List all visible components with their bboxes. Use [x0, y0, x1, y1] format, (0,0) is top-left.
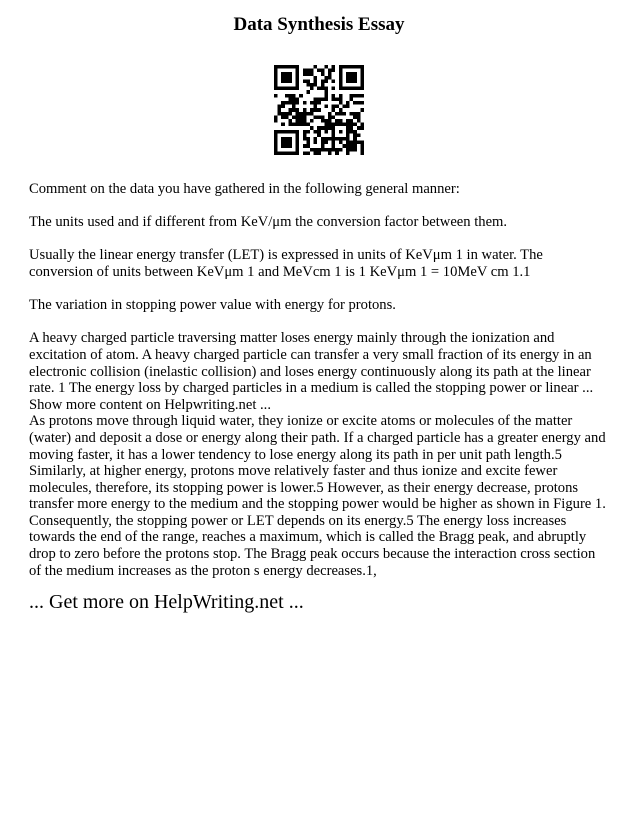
essay-body [29, 181, 610, 614]
paragraph-let: Usually the linear energy transfer (LET) is expressed in units of KeVμm 1 in water. The conversion of units between KeVμm 1 and MeVcm 1 is 1 KeVμm 1 = 10MeV cm 1.1 [29, 247, 543, 280]
paragraph-intro: Comment on the data you have gathered in the following general manner: [29, 181, 460, 197]
get-more-link[interactable]: ... Get more on HelpWriting.net ... [29, 591, 304, 614]
paragraph-variation: The variation in stopping power value with energy for protons. [29, 297, 396, 314]
document-title: Data Synthesis Essay [233, 14, 405, 35]
paragraph-units: The units used and if different from KeV/μm the conversion factor between them. [29, 214, 508, 231]
qr-code-icon [274, 64, 364, 156]
paragraph-heavy-particle: A heavy charged particle traversing matter loses energy mainly through the ionization and excitation of atom. A heavy charged particle can transfer a very small fraction of its energy in an electronic collision (inelastic collision) and loses energy continuously along its path at the linear rate. 1 The energy loss by charged particles in a medium is called the stopping power or linear ... Show more content on Helpwriting.net ... [29, 330, 594, 413]
paragraph-protons: As protons move through liquid water, they ionize or excite atoms or molecules of the matter (water) and deposit a dose or energy along their path. If a charged particle has a greater energy and moving faster, it has a lower tendency to lose energy along its path in per unit path length.5 Similarly, at higher energy, protons move relatively faster and thus ionize and excite fewer molecules, therefore, its stopping power is lower.5 However, as their energy decrease, protons transfer more energy to the medium and the stopping power would be higher as shown in Figure 1. Consequently, the stopping power or LET depends on its energy.5 The energy loss increases towards the end of the range, reaches a maximum, which is called the Bragg peak, and abruptly drop to zero before the protons stop. The Bragg peak occurs because the interaction cross section of the medium increases as the proton s energy decreases.1, [29, 413, 606, 579]
